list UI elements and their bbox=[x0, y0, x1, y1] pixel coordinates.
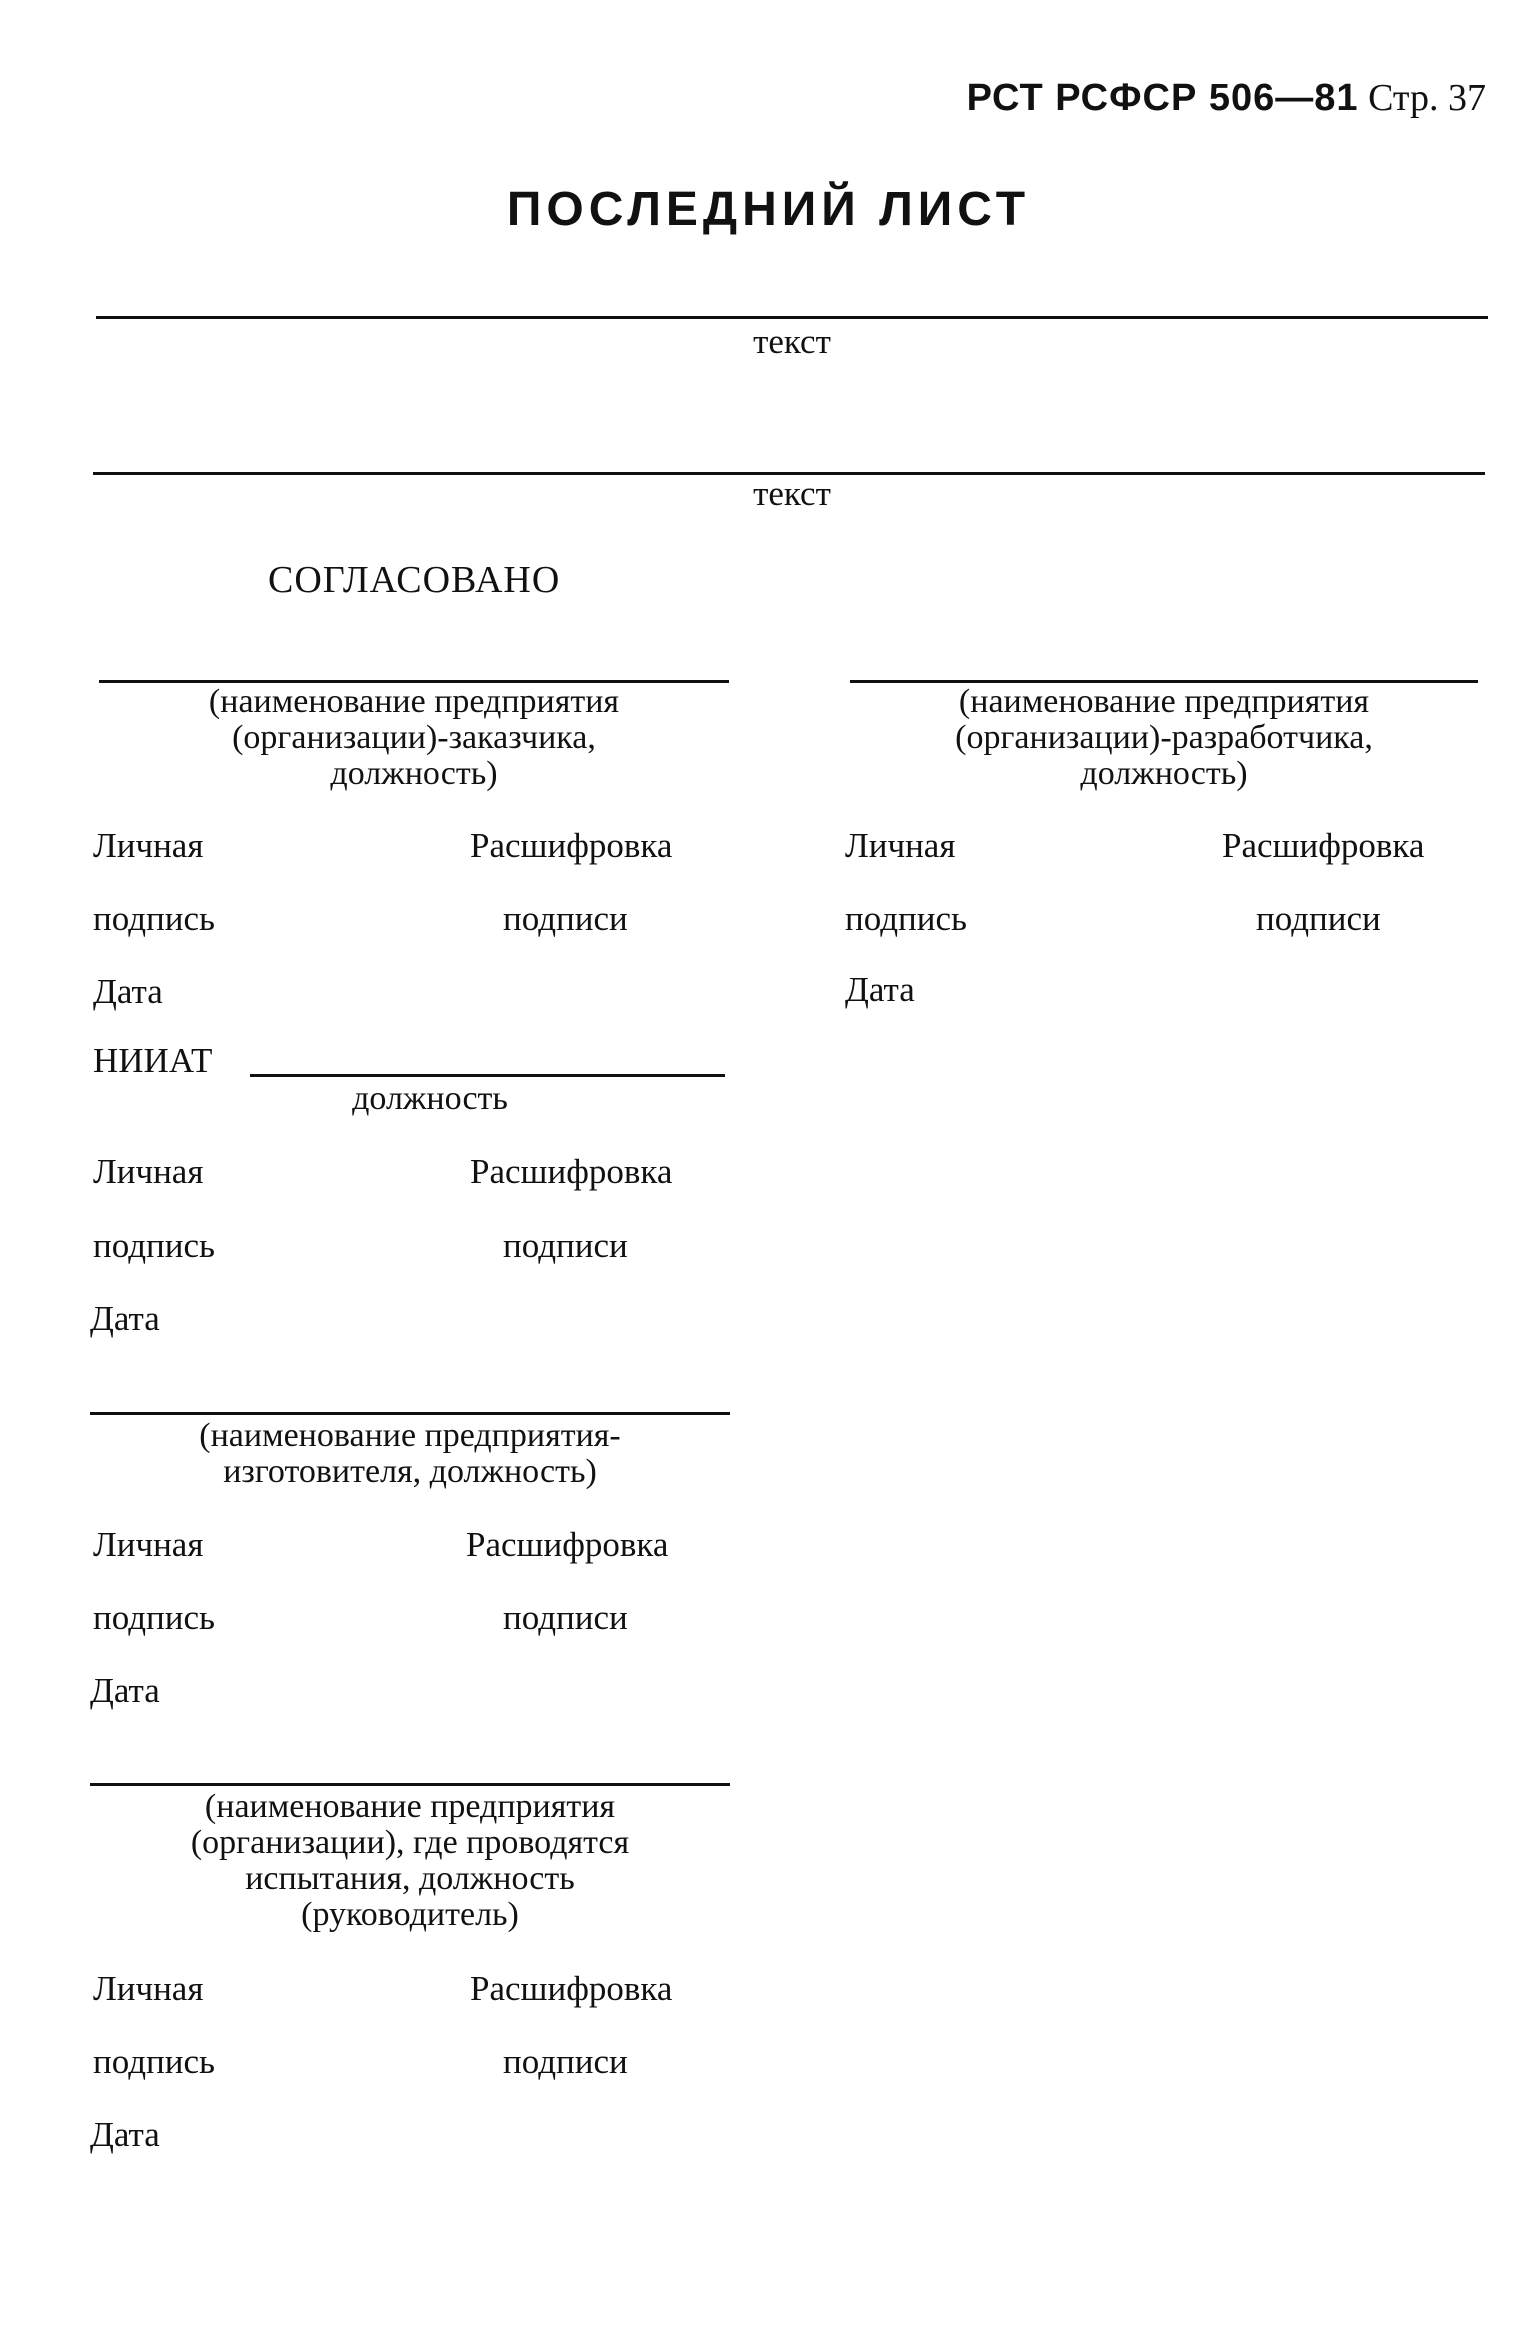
manufacturer-caption: (наименование предприятия- изготовителя, должность) bbox=[199, 1417, 621, 1490]
testing-date-label: Дата bbox=[90, 2115, 160, 2154]
agreed-heading: СОГЛАСОВАНО bbox=[268, 559, 561, 601]
manufacturer-decrypt-label-2: подписи bbox=[503, 1598, 628, 1637]
niiat-signature-label: подпись bbox=[93, 1226, 215, 1265]
testing-decrypt-label-2: подписи bbox=[503, 2042, 628, 2081]
manufacturer-decrypt-label: Расшифровка bbox=[466, 1525, 669, 1564]
text-field-line-1 bbox=[96, 316, 1488, 319]
customer-caption: (наименование предприятия (организации)-заказчика, должность) bbox=[208, 683, 620, 792]
niiat-personal-label: Личная bbox=[93, 1152, 204, 1191]
customer-date-label: Дата bbox=[93, 972, 163, 1011]
manufacturer-signature-label: подпись bbox=[93, 1598, 215, 1637]
testing-personal-label: Личная bbox=[93, 1969, 204, 2008]
niiat-label: НИИАТ bbox=[93, 1041, 213, 1080]
niiat-decrypt-label: Расшифровка bbox=[470, 1152, 673, 1191]
niiat-signature-line bbox=[250, 1074, 725, 1077]
developer-decrypt-label-2: подписи bbox=[1256, 899, 1381, 938]
customer-personal-label: Личная bbox=[93, 826, 204, 865]
testing-caption: (наименование предприятия (организации), где проводятся испытания, должность (руководитель) bbox=[190, 1788, 630, 1933]
page-number: Стр. 37 bbox=[1368, 77, 1486, 119]
text-field-caption-2: текст bbox=[753, 474, 831, 513]
developer-caption: (наименование предприятия (организации)-разработчика, должность) bbox=[955, 683, 1373, 792]
developer-decrypt-label: Расшифровка bbox=[1222, 826, 1425, 865]
niiat-caption: должность bbox=[352, 1080, 508, 1117]
page-title: ПОСЛЕДНИЙ ЛИСТ bbox=[506, 183, 1031, 236]
manufacturer-signature-line bbox=[90, 1412, 730, 1415]
manufacturer-date-label: Дата bbox=[90, 1671, 160, 1710]
page-header bbox=[967, 76, 1486, 120]
developer-signature-label: подпись bbox=[845, 899, 967, 938]
customer-decrypt-label-2: подписи bbox=[503, 899, 628, 938]
testing-signature-line bbox=[90, 1783, 730, 1786]
standard-code: РСТ РСФСР 506—81 bbox=[966, 77, 1359, 119]
niiat-date-label: Дата bbox=[90, 1299, 160, 1338]
customer-decrypt-label: Расшифровка bbox=[470, 826, 673, 865]
testing-signature-label: подпись bbox=[93, 2042, 215, 2081]
manufacturer-personal-label: Личная bbox=[93, 1525, 204, 1564]
developer-date-label: Дата bbox=[845, 970, 915, 1009]
customer-signature-label: подпись bbox=[93, 899, 215, 938]
testing-decrypt-label: Расшифровка bbox=[470, 1969, 673, 2008]
niiat-decrypt-label-2: подписи bbox=[503, 1226, 628, 1265]
developer-personal-label: Личная bbox=[845, 826, 956, 865]
text-field-caption-1: текст bbox=[753, 322, 831, 361]
